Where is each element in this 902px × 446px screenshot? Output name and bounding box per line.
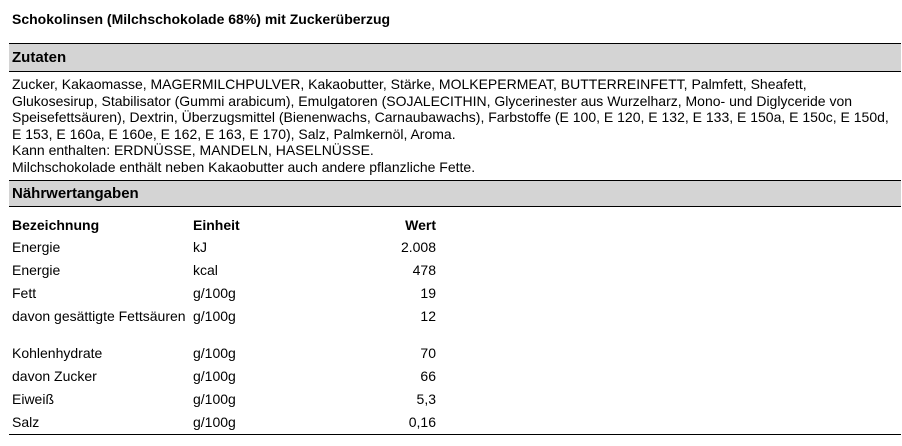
- allergen-notice: Kann enthalten: ERDNÜSSE, MANDELN, HASELNÜSSE.: [12, 142, 374, 158]
- table-row: [9, 283, 438, 306]
- nutrition-header-row: [9, 213, 438, 237]
- column-header-name: Bezeichnung: [12, 217, 100, 233]
- nutrient-unit: g/100g: [193, 414, 236, 430]
- nutrient-name: Fett: [12, 285, 37, 301]
- nutrient-value: 66: [420, 368, 436, 384]
- ingredients-text: [12, 76, 896, 175]
- nutrient-value: 2.008: [400, 239, 436, 255]
- nutrient-name: Energie: [12, 262, 61, 278]
- table-row: [9, 412, 438, 435]
- table-row: [9, 366, 438, 389]
- column-header-unit: Einheit: [193, 217, 240, 233]
- nutrient-value: 19: [420, 285, 436, 301]
- nutrient-unit: g/100g: [193, 285, 236, 301]
- nutrient-name: Kohlenhydrate: [12, 345, 103, 361]
- nutrition-table: [9, 213, 438, 435]
- product-title: Schokolinsen (Milchschokolade 68%) mit Zuckerüberzug: [12, 11, 391, 27]
- nutrient-value: 70: [420, 345, 436, 361]
- nutrient-unit: g/100g: [193, 391, 236, 407]
- nutrient-value: 0,16: [408, 414, 436, 430]
- nutrient-value: 12: [420, 308, 436, 324]
- nutrient-name: Energie: [12, 239, 61, 255]
- column-header-value: Wert: [405, 217, 436, 233]
- nutrient-unit: g/100g: [193, 345, 236, 361]
- nutrient-name: davon Zucker: [12, 368, 97, 384]
- nutrient-unit: kJ: [193, 239, 207, 255]
- nutrient-name: Eiweiß: [12, 391, 55, 407]
- ingredients-header: Zutaten: [9, 43, 901, 72]
- nutrient-unit: kcal: [193, 262, 218, 278]
- table-row: [9, 260, 438, 283]
- nutrient-name: Salz: [12, 414, 40, 430]
- nutrient-unit: g/100g: [193, 308, 236, 324]
- nutrient-name: davon gesättigte Fettsäuren: [12, 308, 186, 324]
- nutrient-value: 478: [412, 262, 436, 278]
- bottom-divider: [9, 434, 901, 435]
- table-row: [9, 389, 438, 412]
- table-row: [9, 343, 438, 366]
- ingredients-list: Zucker, Kakaomasse, MAGERMILCHPULVER, Kakaobutter, Stärke, MOLKEPERMEAT, BUTTERREINFETT, Palmfett, Sheafett, Glukosesirup, Stabilisator (Gummi arabicum), Emulgatoren (SOJALECITHIN, Glycerinester aus Wurzelharz, Mono- und Diglyceride von Speisefettsäuren), Dextrin, Überzugsmittel (Bienenwachs, Carnaubawachs), Farbstoffe (E 100, E 120, E 132, E 133, E 150a, E 150c, E 150d, E 153, E 160a, E 160e, E 162, E 163, E 170), Salz, Palmkernöl, Aroma.: [12, 76, 889, 142]
- nutrition-header: Nährwertangaben: [9, 180, 901, 207]
- table-row: [9, 306, 438, 343]
- table-row: [9, 237, 438, 260]
- nutrient-unit: g/100g: [193, 368, 236, 384]
- fat-notice: Milchschokolade enthält neben Kakaobutter auch andere pflanzliche Fette.: [12, 158, 476, 175]
- nutrient-value: 5,3: [416, 391, 436, 407]
